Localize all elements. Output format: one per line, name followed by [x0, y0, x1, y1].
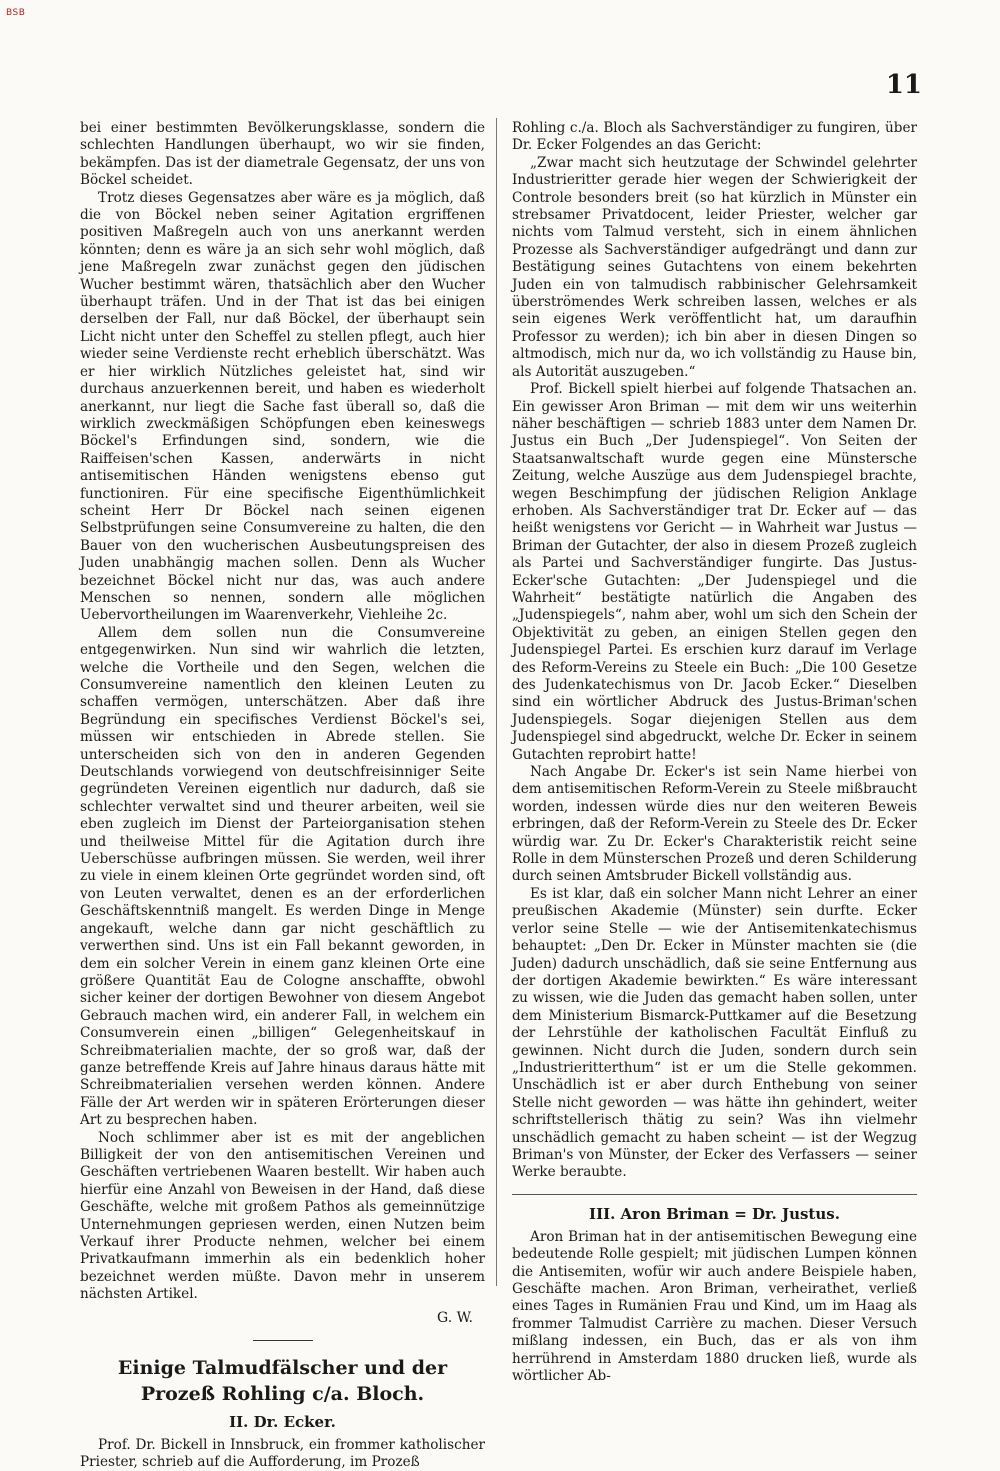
quote-paragraph: „Zwar macht sich heutzutage der Schwindel gelehrter Industrieritter gerade hier wegen der Schwierigkeit der Controle besonders breit (so hat kürzlich in Münster ein strebsamer Privatdocent, leider Priester, welcher gar nichts vom Talmud versteht, sich in einem ähnlichen Prozesse als Sachverständiger aufgedrängt und dann zur Bestätigung seines Gutachtens von einem bekehrten Juden ein von talmudisch rabbinischer Gelehrsamkeit überströmendes Werk schreiben lassen, welches er als sein eigenes Werk veröffentlicht hat, um daraufhin Professor zu werden); ich bin aber in diesen Dingen so altmodisch, mich nur da, wo ich vollständig zu Hause bin, als Autorität auszugeben.“	[512, 154, 917, 380]
section-title: II. Dr. Ecker.	[229, 1412, 336, 1431]
paragraph: Prof. Dr. Bickell in Innsbruck, ein frommer katholischer Priester, schrieb auf die Aufforderung, im Prozeß	[80, 1436, 485, 1471]
paragraph: Trotz dieses Gegensatzes aber wäre es ja möglich, daß die von Böckel neben seiner Agitation ergriffenen positiven Maßregeln auch von uns anerkannt werden könnten; denn es wäre ja an sich sehr wohl möglich, daß jene Maßregeln zwar zunächst gegen den jüdischen Wucher bestimmt wären, thatsächlich aber den Wucher überhaupt träfen. Und in der That ist das bei einigen derselben der Fall, nur daß Böckel, der überhaupt sein Licht nicht unter den Scheffel zu stellen pflegt, auch hier wieder seine Verdienste recht erheblich überschätzt. Was er hier wirklich Nützliches geleistet hat, sind wir durchaus anzuerkennen bereit, und haben es wiederholt anerkannt, nur liegt die Sache fast überall so, daß die wirklich zweckmäßigen Schöpfungen eben keineswegs Böckel's Erfindungen sind, sondern, wie die Raiffeisen'schen Kassen, anderwärts in nicht antisemitischen Händen wenigstens ebenso gut functioniren. Für eine specifische Eigenthümlichkeit scheint Herr Dr Böckel nach seinen eigenen Selbstprüfungen seine Consumvereine zu halten, die den Bauer von den wucherischen Ausbeutungspreisen des Juden unabhängig machen sollen. Denn als Wucher bezeichnet Böckel nicht nur das, was auch andere Menschen so nennen, sondern alle möglichen Uebervortheilungen im Waarenverkehr, Viehleihe 2c.	[80, 189, 485, 624]
right-column	[512, 120, 917, 1385]
divider	[512, 1194, 917, 1195]
author-signature: G. W.	[437, 1309, 473, 1326]
paragraph: Aron Briman hat in der antisemitischen Bewegung eine bedeutende Rolle gespielt; mit jüdischen Lumpen können die Antisemiten, wofür wir auch andere Beispiele haben, Geschäfte machen. Aron Briman, verheirathet, verließ eines Tages in Rumänien Frau und Kind, um im Haag als frommer Talmudist Carrière zu machen. Dieser Versuch mißlang indessen, ein Buch, das er als von ihm herrührend in Amsterdam 1880 drucken ließ, wurde als wörtlicher Ab-	[512, 1228, 917, 1385]
library-stamp: BSB	[6, 8, 26, 18]
paragraph: Prof. Bickell spielt hierbei auf folgende Thatsachen an. Ein gewisser Aron Briman — mit dem wir uns weiterhin näher beschäftigen — schrieb 1883 unter dem Namen Dr. Justus ein Buch „Der Judenspiegel“. Von Seiten der Staatsanwaltschaft wurde gegen eine Münstersche Zeitung, welche Auszüge aus dem Judenspiegel brachte, wegen Beschimpfung der jüdischen Religion Anklage erhoben. Als Sachverständiger trat Dr. Ecker auf — das heißt wenigstens vor Gericht — in Wahrheit war Justus — Briman der Gutachter, der also in diesem Prozeß zugleich als Partei und Sachverständiger fungirte. Das Justus-Ecker'sche Gutachten: „Der Judenspiegel und die Wahrheit“ bestätigte natürlich die Angaben des „Judenspiegels“, nahm aber, wohl um sich den Schein der Objektivität zu geben, an einigen Stellen gegen den Judenspiegel Partei. Es erschien kurz darauf im Verlage des Reform-Vereins zu Steele ein Buch: „Die 100 Gesetze des Judenkatechismus von Dr. Jacob Ecker.“ Dieselben sind ein wörtlicher Abdruck des Justus-Briman'schen Judenspiegels. Sogar diejenigen Stellen aus dem Judenspiegel sind abgedruckt, welche Dr. Ecker in seinem Gutachten reprobirt hatte!	[512, 381, 917, 763]
paragraph: Es ist klar, daß ein solcher Mann nicht Lehrer an einer preußischen Akademie (Münster) sein durfte. Ecker verlor seine Stelle — wie der Antisemitenkatechismus behauptet: „Den Dr. Ecker in Münster machten sie (die Juden) dadurch unschädlich, daß sie seine Entfernung aus der dortigen Akademie bewirkten.“ Es wäre interessant zu wissen, wie die Juden das gemacht haben sollen, unter dem Ministerium Bismarck-Puttkamer auf die Besetzung der Lehrstühle der katholischen Facultät Einfluß zu gewinnen. Nicht durch die Juden, sondern durch sein „Industrieritterthum“ ist er um die Stelle gekommen. Unschädlich ist er aber durch Enthebung von seiner Stelle nicht geworden — was hätte ihn gehindert, weiter schriftstellerisch thätig zu sein? Was ihn vielmehr unschädlich gemacht zu haben scheint — ist der Wegzug Briman's von Münster, der Ecker des Verfassers — seiner Werke beraubte.	[512, 885, 917, 1181]
left-column	[80, 120, 485, 1471]
paragraph: Noch schlimmer aber ist es mit der angeblichen Billigkeit der von den antisemitischen Vereinen und Geschäften vertriebenen Waaren bestellt. Wir haben auch hierfür eine Anzahl von Beweisen in der Hand, daß diese Geschäfte, welche mit großem Pathos als gemeinnützige Unternehmungen gepriesen werden, einen Nutzen beim Verkauf ihrer Producte nehmen, welcher bei einem Privatkaufmann immerhin als ein bedenklich hoher bezeichnet werden müßte. Davon mehr in unserem nächsten Artikel.	[80, 1129, 485, 1303]
column-rule	[496, 118, 497, 1286]
paragraph: Nach Angabe Dr. Ecker's ist sein Name hierbei von dem antisemitischen Reform-Verein zu Steele mißbraucht worden, indessen würde dies nur den weiteren Beweis erbringen, daß der Reform-Verein zu Steele des Dr. Ecker würdig war. Zu Dr. Ecker's Charakteristik reicht seine Rolle in dem Münsterschen Prozeß und deren Schilderung durch seinen Amtsbruder Bickell vollständig aus.	[512, 764, 917, 885]
page-number: 11	[885, 70, 922, 100]
section-title: III. Aron Briman = Dr. Justus.	[589, 1204, 840, 1223]
divider	[253, 1340, 313, 1341]
paragraph: Allem dem sollen nun die Consumvereine entgegenwirken. Nun sind wir wahrlich die letzten, welche die Vortheile und den Segen, welchen die Consumvereine namentlich den kleinen Leuten zu schaffen vermögen, unterschätzen. Aber daß ihre Begründung ein specifisches Verdienst Böckel's sei, müssen wir entschieden in Abrede stellen. Sie unterscheiden sich von den in anderen Gegenden Deutschlands vorwiegend von deutschfreisinniger Seite gegründeten Vereinen eigentlich nur dadurch, daß sie schlechter verwaltet sind und theurer arbeiten, weil sie eben zugleich im Dienst der Parteiorganisation stehen und theilweise Mittel für die Agitation durch ihre Ueberschüsse aufbringen müssen. Sie werden, weil ihrer zu viele in einem kleinen Orte gegründet worden sind, oft von Leuten verwaltet, denen es an der erforderlichen Geschäftskenntniß mangelt. Es werden Dinge in Menge angekauft, welche dann gar nicht geschäftlich zu verwerthen sind. Uns ist ein Fall bekannt geworden, in dem ein solcher Verein in einem ganz kleinen Orte eine größere Quantität Eau de Cologne anschaffte, obwohl sicher keiner der dortigen Bewohner von diesem Angebot Gebrauch machen wird, ein anderer Fall, in welchem ein Consumverein einen „billigen“ Gelegenheitskauf in Schreibmaterialien machte, der so groß war, daß der ganze betreffende Kreis auf Jahre hinaus daraus hätte mit Schreibmaterialien versehen werden können. Andere Fälle der Art werden wir in späteren Erörterungen dieser Art zu besprechen haben.	[80, 624, 485, 1129]
article-title: Einige Talmudfälscher und der Prozeß Rohling c/a. Bloch.	[117, 1356, 448, 1405]
paragraph: Rohling c./a. Bloch als Sachverständiger zu fungiren, über Dr. Ecker Folgendes an das Gericht:	[512, 120, 917, 154]
paragraph: bei einer bestimmten Bevölkerungsklasse, sondern die schlechten Handlungen überhaupt, wo wir sie finden, bekämpfen. Das ist der diametrale Gegensatz, der uns von Böckel scheidet.	[80, 120, 485, 189]
